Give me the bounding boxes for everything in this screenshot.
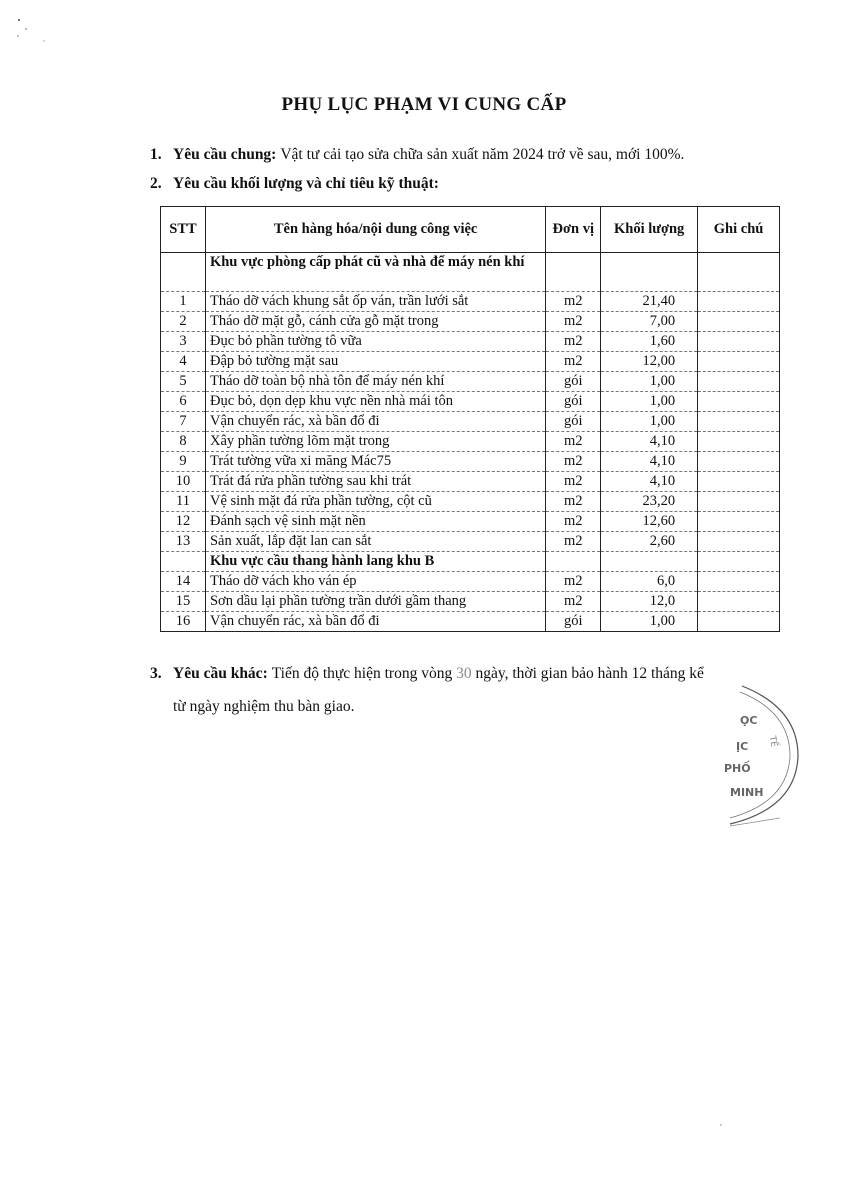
row-note [698,352,780,372]
row-qty: 4,10 [601,452,698,472]
section-stt-cell [161,253,206,292]
item-label: Yêu cầu chung: [173,146,277,163]
row-name: Tháo dỡ vách kho ván ép [205,572,545,592]
scan-speck [720,1124,722,1126]
table-row [161,452,780,472]
row-stt: 10 [161,472,206,492]
row-name: Vận chuyển rác, xà bần đổ đi [205,412,545,432]
row-unit: m2 [546,292,601,312]
item-label: Yêu cầu khác: [173,665,268,682]
row-stt: 12 [161,512,206,532]
row-stt: 4 [161,352,206,372]
section-stt-cell [161,552,206,572]
header-unit: Đơn vị [546,207,601,253]
row-stt: 13 [161,532,206,552]
row-name: Sản xuất, lắp đặt lan can sắt [205,532,545,552]
svg-text:ỊC: ỊC [736,740,749,753]
row-note [698,392,780,412]
row-unit: gói [546,372,601,392]
section-row [161,552,780,572]
row-name: Đánh sạch vệ sinh mặt nền [205,512,545,532]
table-row [161,532,780,552]
row-qty: 1,00 [601,392,698,412]
row-qty: 12,00 [601,352,698,372]
row-unit: m2 [546,432,601,452]
row-unit: m2 [546,592,601,612]
section-note-cell [698,253,780,292]
row-qty: 1,60 [601,332,698,352]
row-qty: 1,00 [601,412,698,432]
row-name: Tháo dỡ toàn bộ nhà tôn để máy nén khí [205,372,545,392]
section-qty-cell [601,552,698,572]
row-unit: m2 [546,472,601,492]
row-stt: 7 [161,412,206,432]
scan-marks [14,14,54,54]
row-note [698,332,780,352]
requirement-other [150,657,770,723]
row-unit: m2 [546,512,601,532]
row-qty: 12,0 [601,592,698,612]
row-qty: 21,40 [601,292,698,312]
table-row [161,292,780,312]
row-note [698,372,780,392]
section-qty-cell [601,253,698,292]
section-unit-cell [546,552,601,572]
table-row [161,372,780,392]
table-row [161,592,780,612]
row-unit: m2 [546,352,601,372]
row-unit: m2 [546,572,601,592]
item-text-line2: từ ngày nghiệm thu bàn giao. [173,698,355,715]
item-label: Yêu cầu khối lượng và chỉ tiêu kỹ thuật: [173,175,439,192]
table-row [161,312,780,332]
item-text: ngày, thời gian bảo hành 12 tháng kể [475,665,704,682]
svg-text:TẾ: TẾ [766,735,779,748]
row-stt: 16 [161,612,206,632]
requirement-quantity [150,175,443,193]
row-note [698,492,780,512]
row-qty: 4,10 [601,432,698,452]
row-name: Trát tường vữa xi măng Mác75 [205,452,545,472]
section-title: Khu vực phòng cấp phát cũ và nhà để máy nén khí [205,253,545,292]
table-row [161,392,780,412]
row-name: Trát đá rửa phần tường sau khi trát [205,472,545,492]
row-unit: gói [546,412,601,432]
requirement-general [150,146,684,164]
svg-text:ỌC: ỌC [740,714,758,727]
table-row [161,432,780,452]
row-qty: 7,00 [601,312,698,332]
row-note [698,452,780,472]
row-stt: 9 [161,452,206,472]
row-name: Tháo dỡ vách khung sắt ốp ván, trần lưới sắt [205,292,545,312]
section-note-cell [698,552,780,572]
row-stt: 11 [161,492,206,512]
item-number: 2. [150,175,162,192]
row-name: Đục bỏ, dọn dẹp khu vực nền nhà mái tôn [205,392,545,412]
section-row [161,253,780,292]
item-number: 3. [150,665,162,682]
row-qty: 2,60 [601,532,698,552]
row-note [698,292,780,312]
row-note [698,572,780,592]
row-stt: 1 [161,292,206,312]
row-unit: m2 [546,312,601,332]
row-name: Đục bỏ phần tường tô vữa [205,332,545,352]
scope-table [160,206,780,632]
row-qty: 23,20 [601,492,698,512]
row-stt: 3 [161,332,206,352]
row-stt: 14 [161,572,206,592]
row-qty: 4,10 [601,472,698,492]
table-row [161,572,780,592]
section-unit-cell [546,253,601,292]
table-header-row [161,207,780,253]
row-note [698,312,780,332]
row-name: Sơn dầu lại phần tường trần dưới gầm thang [205,592,545,612]
row-stt: 15 [161,592,206,612]
table-row [161,472,780,492]
row-name: Tháo dỡ mặt gỗ, cánh cửa gỗ mặt trong [205,312,545,332]
row-note [698,612,780,632]
row-name: Đập bỏ tường mặt sau [205,352,545,372]
row-stt: 5 [161,372,206,392]
row-unit: m2 [546,332,601,352]
item-text: Vật tư cải tạo sửa chữa sản xuất năm 2024 trở về sau, mới 100%. [280,146,685,163]
row-note [698,532,780,552]
row-note [698,472,780,492]
row-note [698,412,780,432]
row-qty: 6,0 [601,572,698,592]
row-unit: m2 [546,532,601,552]
header-stt: STT [161,207,206,253]
row-unit: m2 [546,452,601,472]
row-unit: m2 [546,492,601,512]
item-text: Tiến độ thực hiện trong vòng [271,665,453,682]
table-row [161,492,780,512]
header-qty: Khối lượng [601,207,698,253]
row-note [698,512,780,532]
table-row [161,412,780,432]
svg-text:MINH: MINH [730,786,764,799]
svg-text:PHỐ: PHỐ [724,762,751,775]
section-title: Khu vực cầu thang hành lang khu B [205,552,545,572]
row-qty: 1,00 [601,372,698,392]
item-number: 1. [150,146,162,163]
table-row [161,512,780,532]
row-unit: gói [546,612,601,632]
header-name: Tên hàng hóa/nội dung công việc [205,207,545,253]
days-value: 30 [456,665,472,682]
table-row [161,612,780,632]
row-name: Vận chuyển rác, xà bần đổ đi [205,612,545,632]
row-note [698,432,780,452]
row-note [698,592,780,612]
row-stt: 2 [161,312,206,332]
row-unit: gói [546,392,601,412]
row-stt: 6 [161,392,206,412]
row-qty: 12,60 [601,512,698,532]
row-name: Xây phần tường lõm mặt trong [205,432,545,452]
table-row [161,332,780,352]
row-qty: 1,00 [601,612,698,632]
page-title: PHỤ LỤC PHẠM VI CUNG CẤP [281,94,567,115]
company-seal-fragment [700,678,800,828]
row-stt: 8 [161,432,206,452]
table-row [161,352,780,372]
row-name: Vệ sinh mặt đá rửa phần tường, cột cũ [205,492,545,512]
header-note: Ghi chú [698,207,780,253]
